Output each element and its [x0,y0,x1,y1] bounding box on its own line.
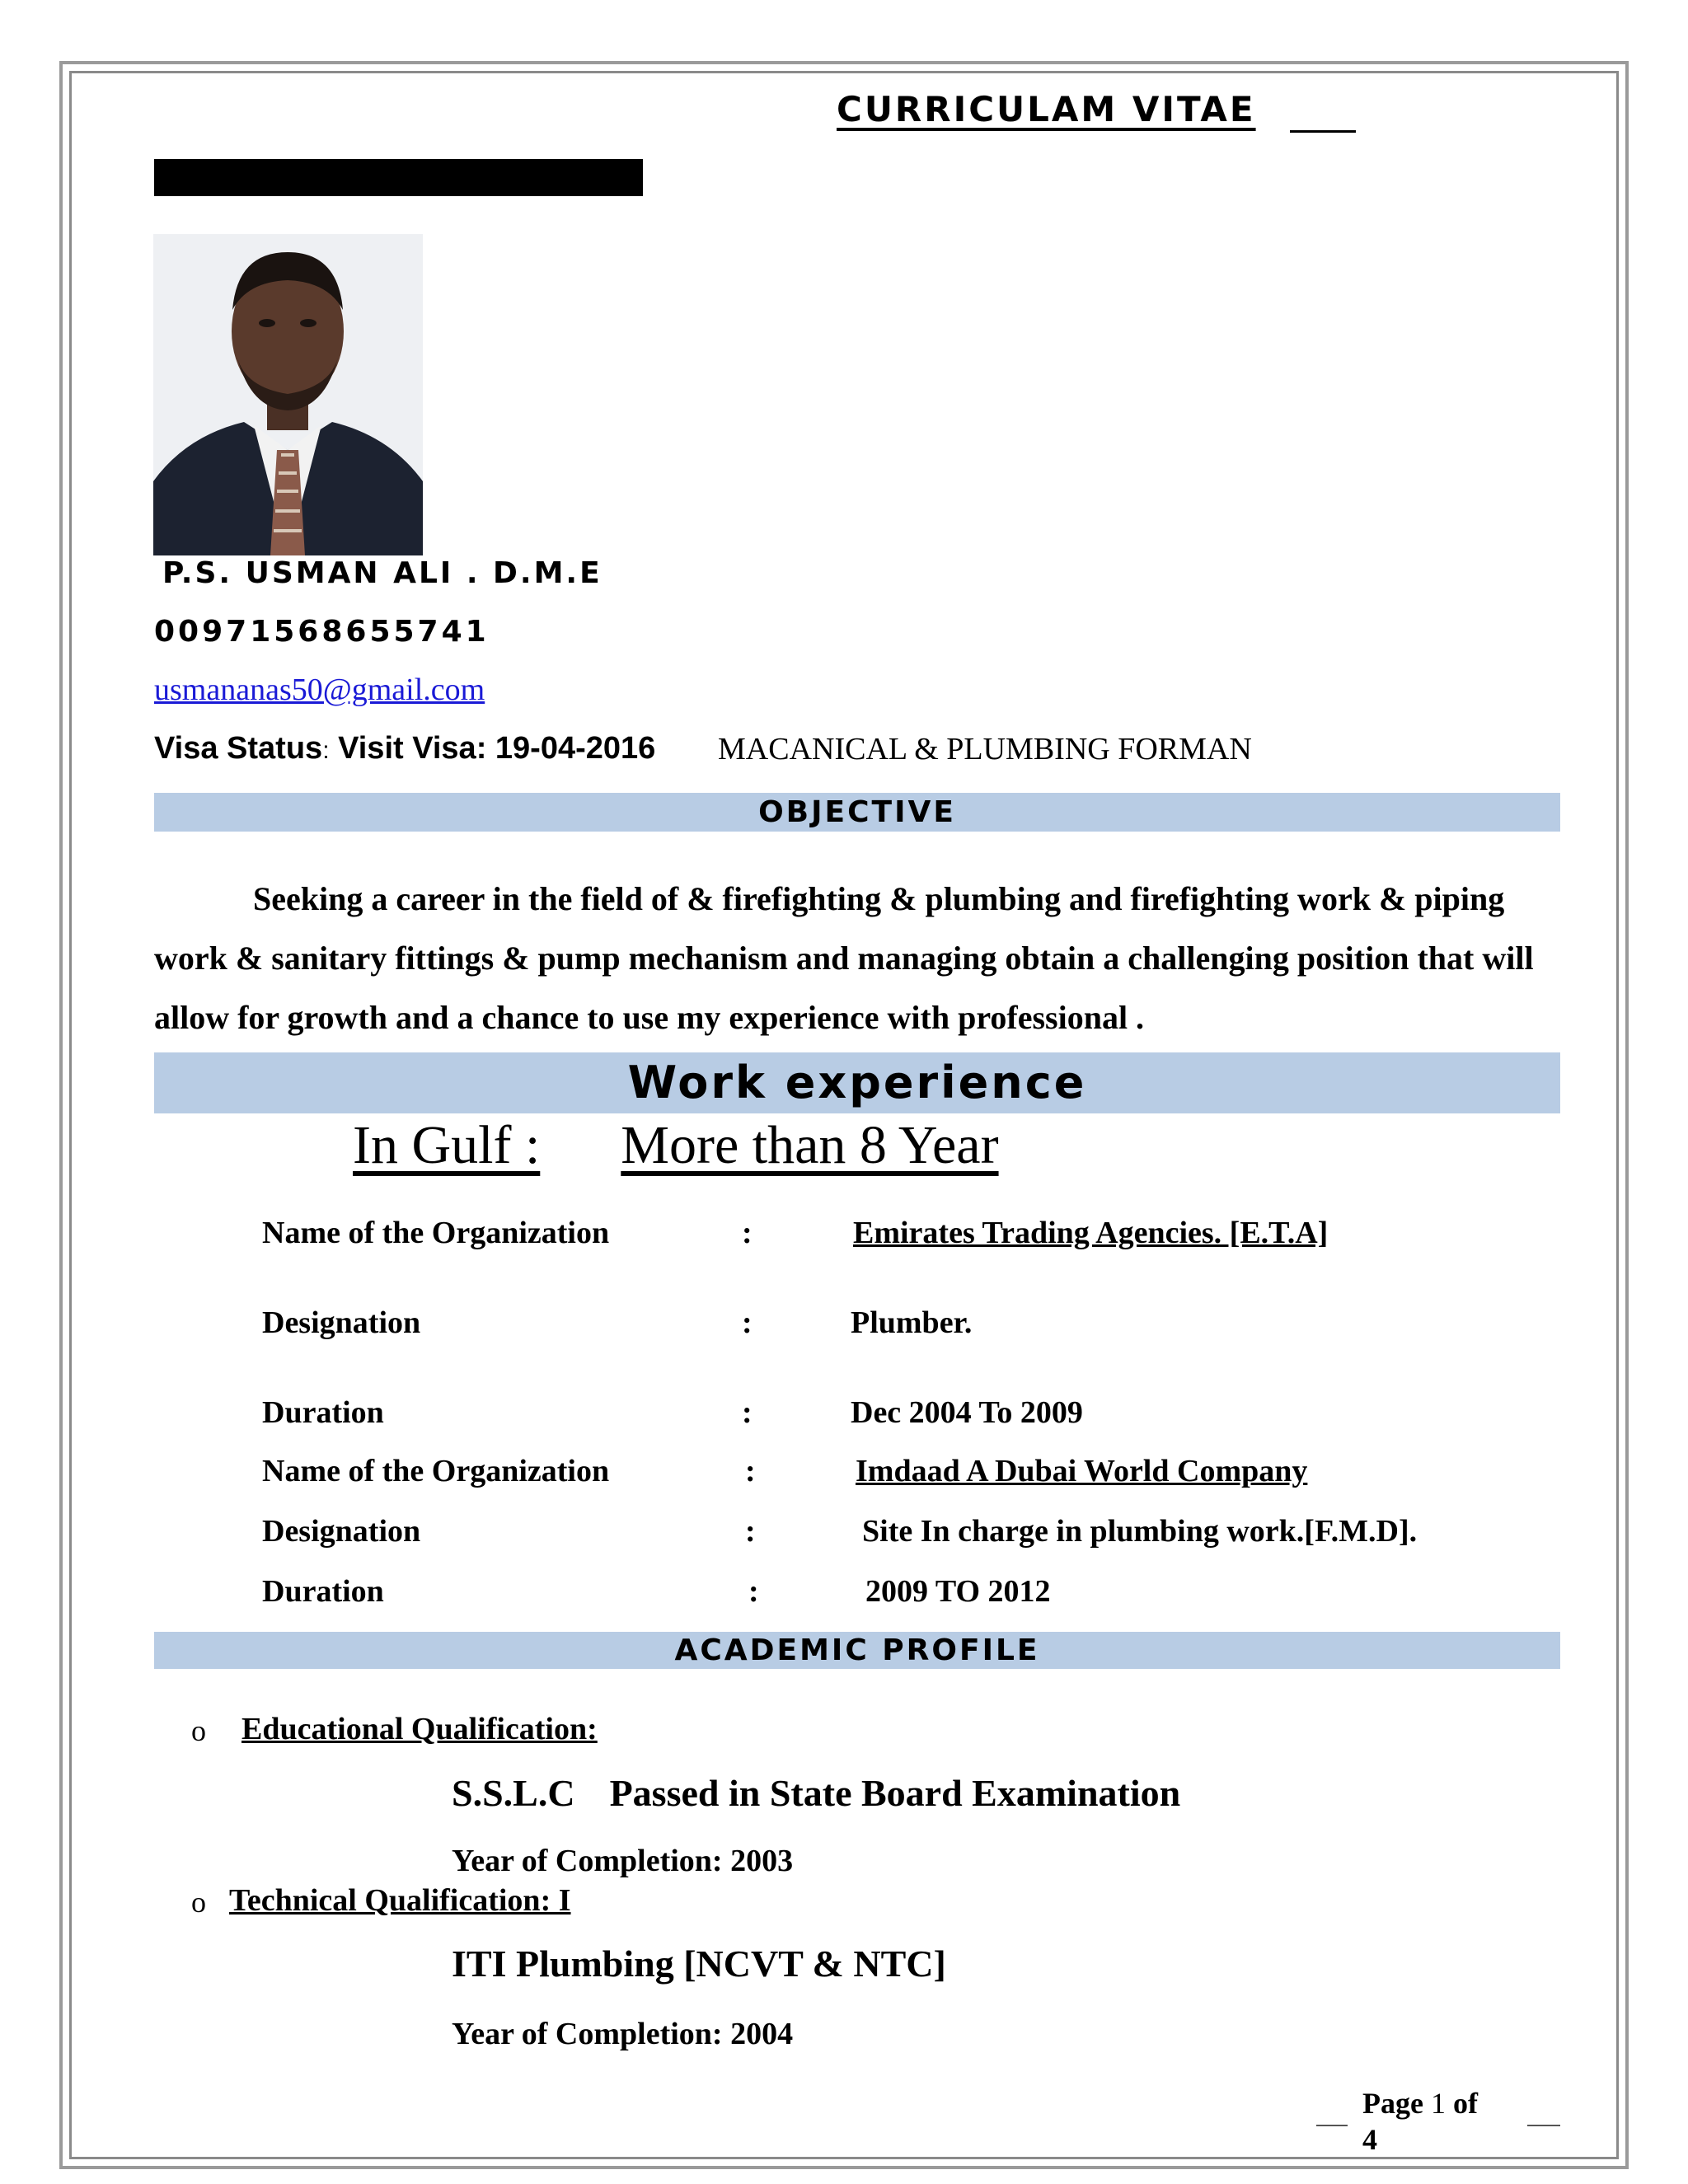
page-number: 1 [1430,2087,1446,2120]
page-total: 4 [1362,2123,1377,2156]
redaction-bar [154,159,643,196]
duration-label-2: Duration [262,1574,384,1609]
gulf-value: More than 8 Year [621,1115,999,1175]
job-role: MACANICAL & PLUMBING FORMAN [718,732,1252,766]
designation-value-1: Plumber. [851,1305,973,1340]
org-label-1: Name of the Organization [262,1216,610,1250]
duration-colon-2: : [748,1574,759,1609]
phone-number: 00971568655741 [154,615,490,649]
duration-value-2: 2009 TO 2012 [865,1574,1051,1609]
footer-rule-left [1316,2125,1348,2126]
duration-value-1: Dec 2004 To 2009 [851,1395,1083,1430]
objective-heading: OBJECTIVE [154,793,1560,832]
cv-title: CURRICULAM VITAE [837,89,1256,129]
cv-title-underline-tail [1290,130,1356,133]
educational-qualification-heading: Educational Qualification: [241,1712,598,1746]
org-colon-2: : [745,1454,756,1488]
visa-separator: : [322,737,330,764]
technical-title: ITI Plumbing [NCVT & NTC] [452,1943,946,1985]
technical-qualification-heading: Technical Qualification: I [229,1883,571,1918]
visa-value: Visit Visa: 19-04-2016 [329,731,656,766]
technical-year: Year of Completion: 2004 [452,2017,794,2051]
page-of: of [1445,2087,1478,2120]
education-title: S.S.L.C [452,1772,575,1814]
duration-colon-1: : [742,1395,753,1430]
profile-photo [153,234,423,555]
education-year: Year of Completion: 2003 [452,1844,794,1878]
designation-value-2: Site In charge in plumbing work.[F.M.D]. [862,1514,1418,1549]
gulf-experience-line [353,1114,999,1177]
duration-label-1: Duration [262,1395,384,1430]
academic-profile-heading: ACADEMIC PROFILE [154,1632,1560,1669]
page-label: Page [1362,2087,1431,2120]
candidate-name: P.S. USMAN ALI . D.M.E [162,556,603,590]
visa-status [154,731,655,766]
objective-text [154,869,1555,1047]
designation-colon-1: : [742,1305,753,1340]
designation-label-2: Designation [262,1514,421,1549]
gulf-label: In Gulf : [353,1115,541,1175]
org-colon-1: : [742,1216,753,1250]
visa-label: Visa Status [154,731,323,766]
page-indicator [1362,2085,1478,2158]
org-value-1: Emirates Trading Agencies. [E.T.A] [853,1216,1329,1250]
designation-colon-2: : [745,1514,756,1549]
email-link[interactable]: usmananas50@gmail.com [154,673,485,707]
objective-paragraph: Seeking a career in the field of & firefighting & plumbing and firefighting work & piping work & sanitary fittings & pump mechanism and managing obtain a challenging position that will allow for growth and a chance to use my experience with professional . [154,880,1534,1036]
work-experience-heading: Work experience [154,1052,1560,1113]
designation-label-1: Designation [262,1305,421,1340]
footer-rule-right [1527,2125,1560,2126]
bullet-icon: o [191,1714,206,1747]
org-value-2: Imdaad A Dubai World Company [856,1454,1308,1488]
org-label-2: Name of the Organization [262,1454,610,1488]
bullet-icon: o [191,1886,206,1919]
education-entry [452,1771,1180,1815]
education-description: Passed in State Board Examination [609,1772,1181,1814]
